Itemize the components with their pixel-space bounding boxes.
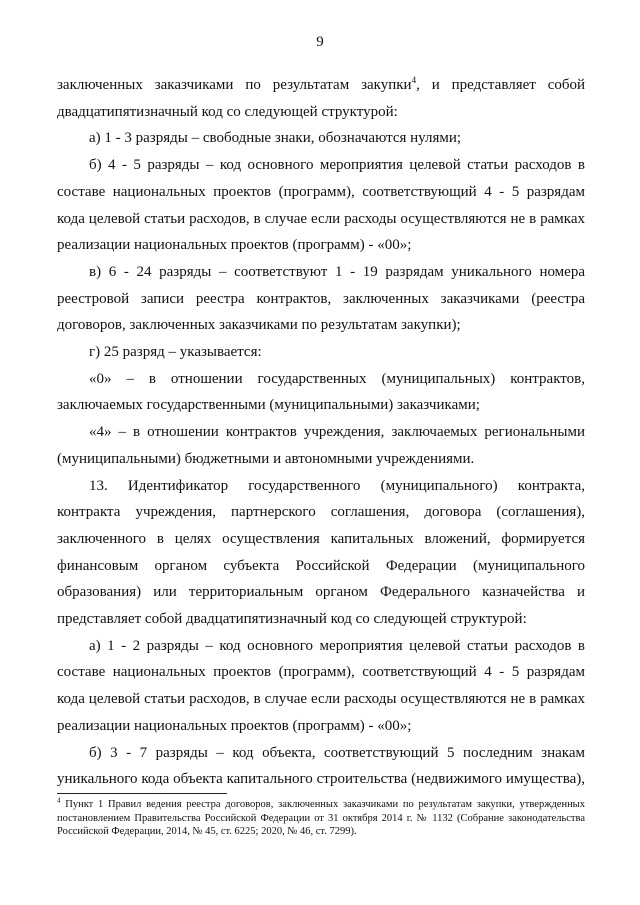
paragraph-continuation — [57, 72, 585, 125]
paragraph-item-b: б) 4 - 5 разряды – код основного мероприятия целевой статьи расходов в составе национальных проектов (программ), соответствующий 4 - 5 разрядам кода целевой статьи расходов, в случае если расходы осуществляются не в рамках реализации национальных проектов (программ) - «00»; — [57, 157, 585, 254]
footnote-marker: 4 — [57, 796, 61, 805]
footnote-text: Пункт 1 Правил ведения реестра договоров, заключенных заказчиками по результатам закупки, утвержденных постановлением Правительства Российской Федерации от 31 октября 2014 г. № 1132 (Собрание законодательства Российской Федерации, 2014, № 45, ст. 6225; 2020, № 46, ст. 7299). — [57, 799, 585, 837]
paragraph-item-g: г) 25 разряд – указывается: — [89, 344, 262, 361]
footnote-text-block — [57, 798, 585, 839]
footnote-divider — [57, 793, 227, 794]
paragraph-text: , и представляет собой двадцатипятизначный код со следующей структурой: — [57, 77, 586, 120]
body-text — [57, 72, 585, 793]
footnote-reference: 4 — [411, 75, 417, 85]
footnote — [57, 798, 585, 839]
paragraph-item-v: в) 6 - 24 разряды – соответствуют 1 - 19 разрядам уникального номера реестровой записи реестра контрактов, заключенных заказчиками (реестра договоров, заключенных заказчиками по результатам закупки); — [57, 263, 585, 334]
page-number: 9 — [316, 34, 324, 50]
paragraph-text: заключенных заказчиками по результатам закупки — [57, 77, 412, 93]
paragraph-item-a: а) 1 - 3 разряды – свободные знаки, обозначаются нулями; — [89, 130, 462, 147]
paragraph-section-13: 13. Идентификатор государственного (муниципального) контракта, контракта учреждения, партнерского соглашения, договора (соглашения), заключенного в целях осуществления капитальных вложений, формируется финансовым органом субъекта Российской Федерации (муниципального образования) или территориальным органом Федерального казначейства и представляет собой двадцатипятизначный код со следующей структурой: — [57, 477, 585, 628]
paragraph-item-b-13: б) 3 - 7 разряды – код объекта, соответствующий 5 последним знакам уникального кода объекта капитального строительства (недвижимого имущества), — [57, 744, 585, 788]
paragraph-item-a-13: а) 1 - 2 разряды – код основного мероприятия целевой статьи расходов в составе национальных проектов (программ), соответствующий 4 - 5 разрядам кода целевой статьи расходов, в случае если расходы осуществляются не в рамках реализации национальных проектов (программ) - «00»; — [57, 637, 585, 734]
paragraph-value-4: «4» – в отношении контрактов учреждения, заключаемых региональными (муниципальными) бюджетными и автономными учреждениями. — [57, 424, 585, 467]
paragraph-value-0: «0» – в отношении государственных (муниципальных) контрактов, заключаемых государственными (муниципальными) заказчиками; — [57, 370, 585, 414]
